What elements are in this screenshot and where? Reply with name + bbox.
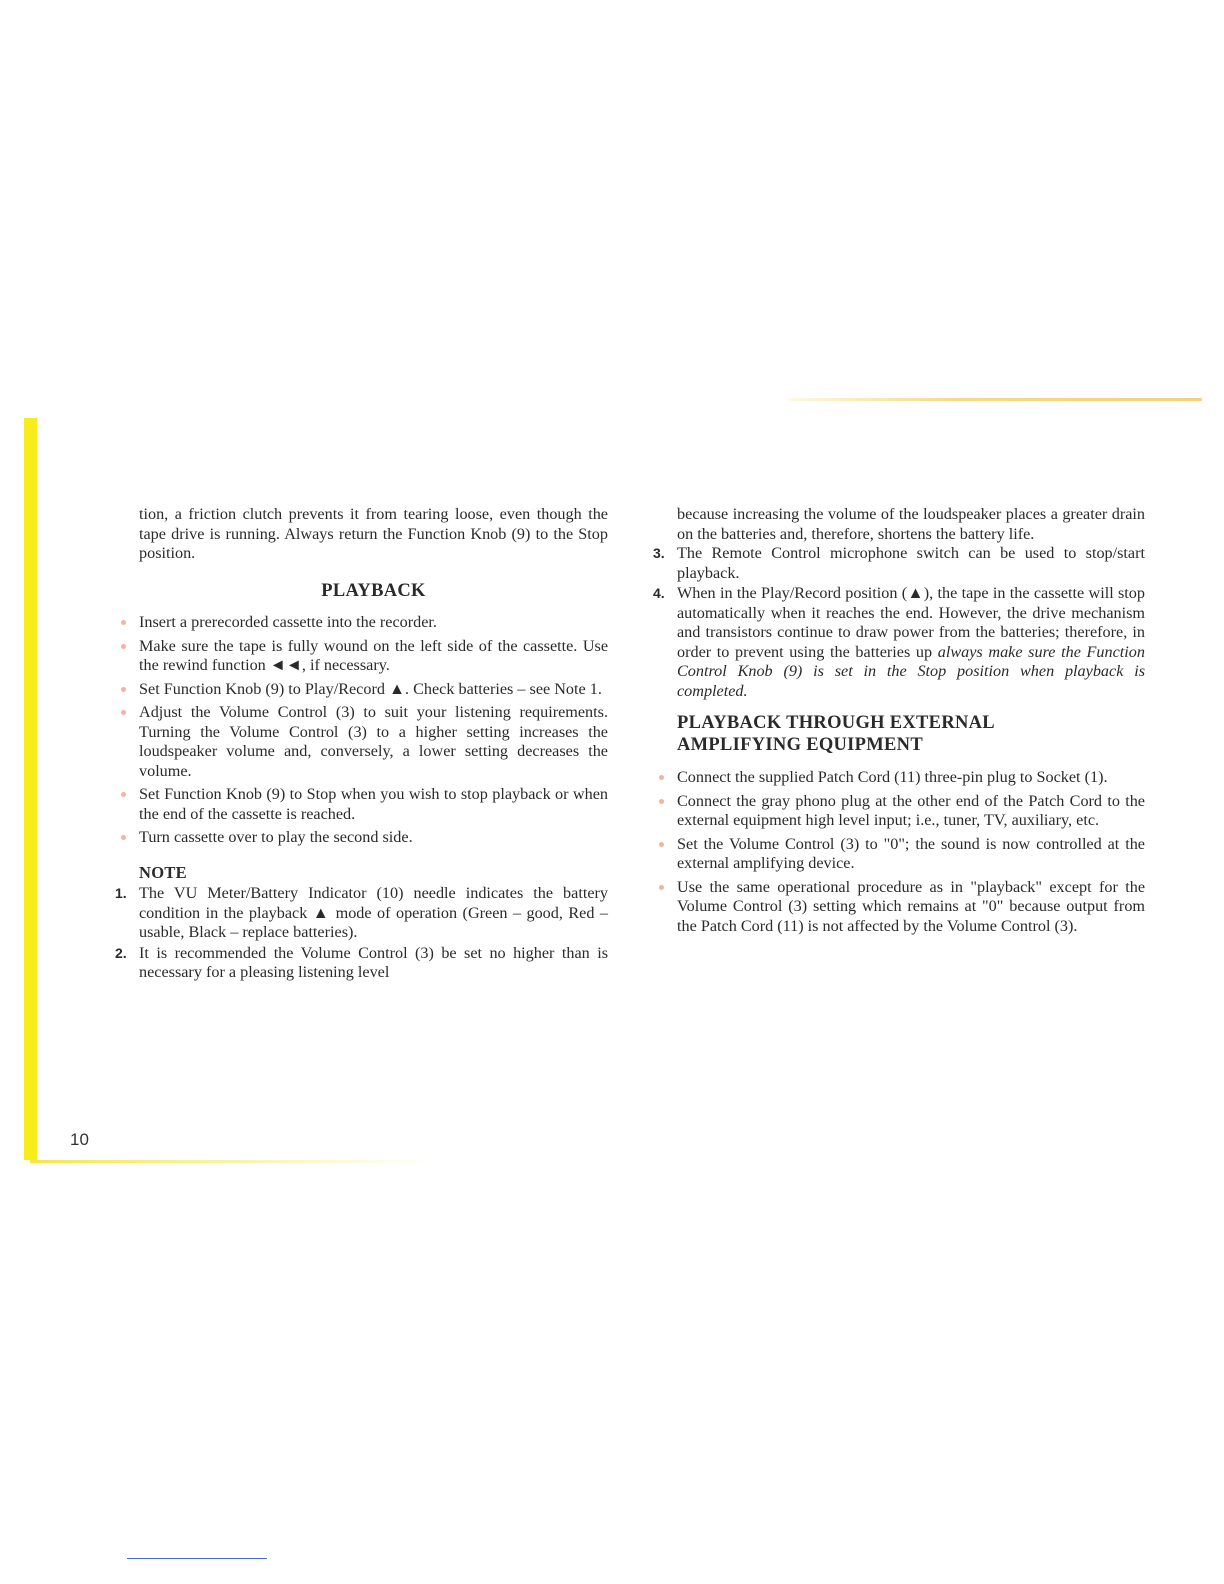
external-steps-list (648, 768, 1145, 936)
notes-list (110, 884, 608, 983)
bullet-icon (659, 775, 664, 780)
list-item: Adjust the Volume Control (3) to suit your listening requirements. Turning the Volume Control (3) to a higher setting increases the loudspeaker volume and, conversely, a lower setting decreases the volume. (110, 703, 608, 781)
note-number: 4. (653, 585, 665, 601)
list-item: Set Function Knob (9) to Stop when you wish to stop playback or when the end of the cassette is reached. (110, 785, 608, 824)
bullet-icon (121, 644, 126, 649)
margin-yellow-foot (30, 1160, 430, 1163)
list-item: Use the same operational procedure as in "playback" except for the Volume Control (3) setting which remains at "0" because output from the Patch Cord (11) is not affected by the Volume Control (3). (648, 878, 1145, 937)
margin-yellow-bar (24, 418, 37, 1160)
notes-list-continued (648, 544, 1145, 701)
bullet-icon (121, 710, 126, 715)
bullet-icon (121, 835, 126, 840)
note-number: 3. (653, 545, 665, 561)
playback-heading: PLAYBACK (321, 580, 426, 601)
list-item: Turn cassette over to play the second side. (110, 828, 608, 848)
list-item: Connect the gray phono plug at the other end of the Patch Cord to the external equipment high level input; i.e., tuner, TV, auxiliary, etc. (648, 792, 1145, 831)
bullet-icon (121, 792, 126, 797)
note2-continuation: because increasing the volume of the loudspeaker places a greater drain on the batteries and, therefore, shortens the battery life. (677, 505, 1145, 543)
intro-paragraph: tion, a friction clutch prevents it from tearing loose, even though the tape drive is running. Always return the Function Knob (9) to the Stop position. (139, 505, 608, 562)
external-playback-heading: PLAYBACK THROUGH EXTERNAL AMPLIFYING EQUIPMENT (677, 713, 995, 755)
note-item (110, 884, 608, 943)
list-item: Connect the supplied Patch Cord (11) three-pin plug to Socket (1). (648, 768, 1145, 788)
list-item: Set Function Knob (9) to Play/Record ▲. Check batteries – see Note 1. (110, 680, 608, 700)
note-italic-text: always make sure the Function Control Knob (9) is set in the Stop position when playback is completed. (677, 642, 1145, 700)
list-item: Insert a prerecorded cassette into the recorder. (110, 613, 608, 633)
note-item (648, 584, 1145, 701)
page-number: 10 (70, 1130, 89, 1149)
bullet-icon (659, 885, 664, 890)
note-text: When in the Play/Record position (▲), the tape in the cassette will stop automatically when it reaches the end. However, the drive mechanism and transistors continue to draw power from the batteries; therefore, in order to prevent using the batteries up (677, 584, 1145, 661)
bullet-icon (659, 799, 664, 804)
note-number: 2. (115, 944, 127, 961)
left-column (110, 505, 608, 984)
bullet-icon (121, 620, 126, 625)
bullet-icon (659, 842, 664, 847)
note-text: It is recommended the Volume Control (3) be set no higher than is necessary for a pleasing listening level (139, 943, 608, 981)
right-column (648, 505, 1145, 940)
list-item: Set the Volume Control (3) to "0"; the sound is now controlled at the external amplifying device. (648, 835, 1145, 874)
bottom-rule (127, 1558, 267, 1559)
note-item (648, 544, 1145, 583)
list-item: Make sure the tape is fully wound on the left side of the cassette. Use the rewind function ◄◄, if necessary. (110, 637, 608, 676)
playback-steps-list (110, 613, 608, 848)
bullet-icon (121, 687, 126, 692)
note-text: The VU Meter/Battery Indicator (10) needle indicates the battery condition in the playback ▲ mode of operation (Green – good, Red – usable, Black – replace batteries). (139, 884, 608, 941)
note-heading: NOTE (139, 862, 187, 882)
note-text: The Remote Control microphone switch can be used to stop/start playback. (677, 544, 1145, 582)
note-item (110, 944, 608, 983)
top-decorative-rule (788, 398, 1202, 401)
note-number: 1. (115, 885, 127, 901)
